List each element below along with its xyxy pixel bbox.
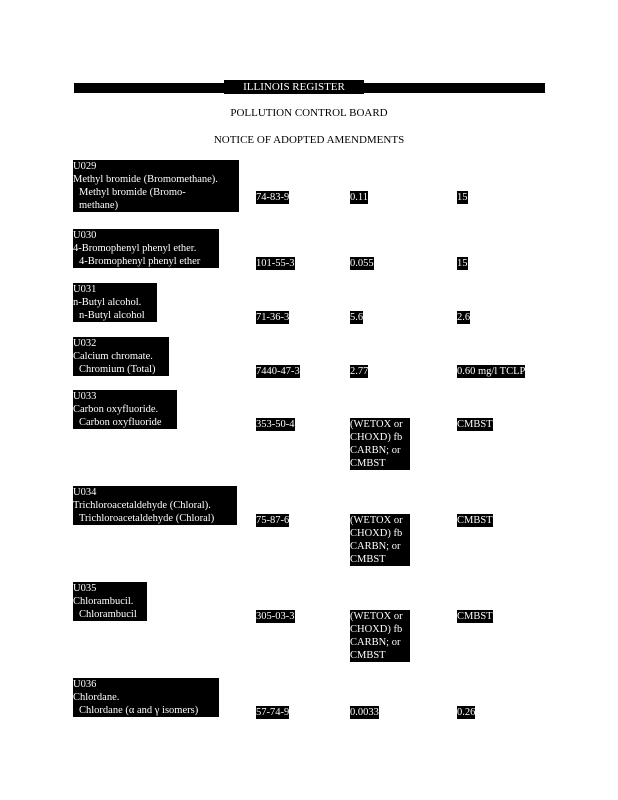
constituent: n-Butyl alcohol [79,310,145,321]
waste-name: Trichloroacetaldehyde (Chloral). [73,500,211,511]
waste-code: U031 [73,284,97,295]
wastewater-standard: (WETOX or CHOXD) fb CARBN; or CMBST [350,418,410,470]
constituent-cont: methane) [79,200,119,211]
constituent: Chromium (Total) [79,364,156,375]
waste-code: U032 [73,338,97,349]
wastewater-standard: 5.6 [350,312,364,323]
waste-name: Calcium chromate. [73,351,153,362]
wastewater-standard: 2.77 [350,366,369,377]
cas-number: 71-36-3 [256,312,290,323]
waste-code: U035 [73,583,97,594]
waste-code: U030 [73,230,97,241]
cas-number: 7440-47-3 [256,366,300,377]
waste-name: 4-Bromophenyl phenyl ether. [73,243,197,254]
nonwastewater-standard: CMBST [457,611,493,622]
constituent: Carbon oxyfluoride [79,417,162,428]
table-row [73,582,147,621]
wastewater-standard: 0.0033 [350,707,379,718]
waste-name: Chlorambucil. [73,596,134,607]
constituent: Methyl bromide (Bromo- [79,187,186,198]
board-title: POLLUTION CONTROL BOARD [230,107,388,119]
wastewater-standard: 0.11 [350,192,368,203]
table-row [73,678,219,717]
register-title: ILLINOIS REGISTER [224,80,364,94]
constituent: Chlorambucil [79,609,137,620]
table-row [73,229,219,268]
waste-code: U029 [73,161,97,172]
table-row [73,283,157,322]
waste-code: U033 [73,391,97,402]
wastewater-standard: 0.055 [350,258,374,269]
table-row [73,337,169,376]
cas-number: 75-87-6 [256,515,290,526]
waste-code: U034 [73,487,97,498]
constituent: Trichloroacetaldehyde (Chloral) [79,513,215,524]
nonwastewater-standard: 0.26 [457,707,476,718]
cas-number: 353-50-4 [256,419,295,430]
waste-name: Methyl bromide (Bromomethane). [73,174,218,185]
nonwastewater-standard: 0.60 mg/l TCLP [457,366,526,377]
wastewater-standard: (WETOX or CHOXD) fb CARBN; or CMBST [350,610,410,662]
cas-number: 57-74-9 [256,707,290,718]
wastewater-standard: (WETOX or CHOXD) fb CARBN; or CMBST [350,514,410,566]
constituent: Chlordane (α and γ isomers) [79,705,199,716]
nonwastewater-standard: 15 [457,258,468,269]
nonwastewater-standard: CMBST [457,515,493,526]
table-row [73,486,237,525]
constituent: 4-Bromophenyl phenyl ether [79,256,201,267]
waste-name: Chlordane. [73,692,120,703]
table-row [73,160,239,212]
cas-number: 305-03-3 [256,611,295,622]
nonwastewater-standard: 15 [457,192,468,203]
table-row [73,390,177,429]
waste-name: n-Butyl alcohol. [73,297,142,308]
notice-title: NOTICE OF ADOPTED AMENDMENTS [213,134,405,146]
nonwastewater-standard: 2.6 [457,312,471,323]
waste-code: U036 [73,679,97,690]
cas-number: 74-83-9 [256,192,290,203]
nonwastewater-standard: CMBST [457,419,493,430]
cas-number: 101-55-3 [256,258,295,269]
waste-name: Carbon oxyfluoride. [73,404,159,415]
